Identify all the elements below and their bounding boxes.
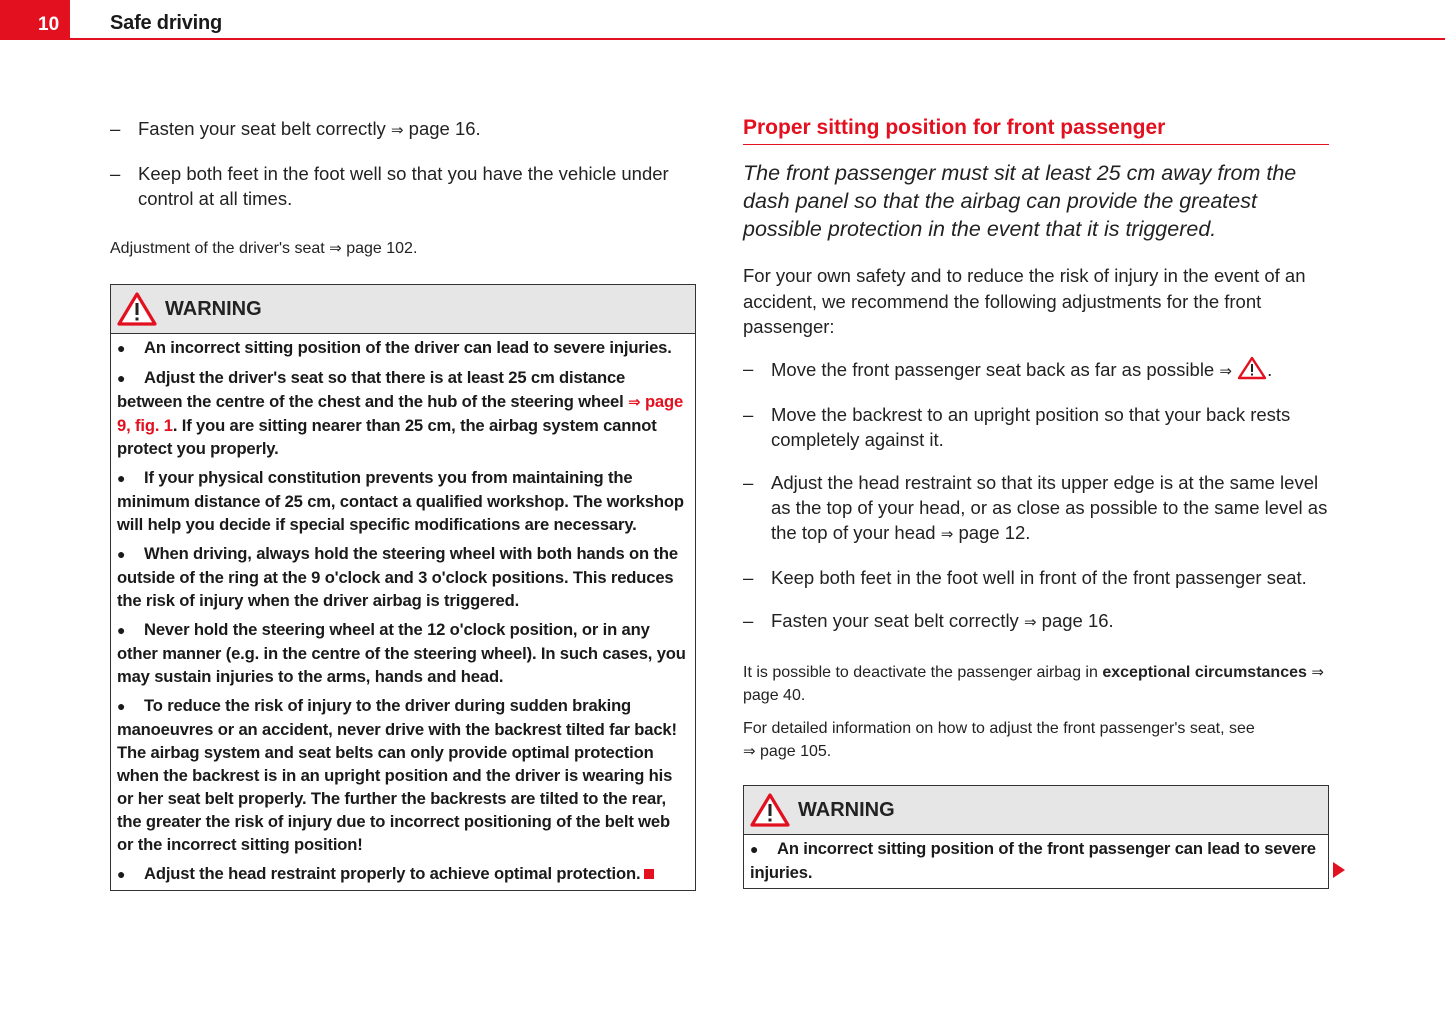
note-bold-text: exceptional circumstances: [1102, 663, 1307, 681]
arrow-icon: ⇒: [940, 524, 954, 543]
list-item: [110, 116, 696, 143]
note: [110, 237, 696, 260]
warning-bullet-text: Adjust the head restraint properly to achieve optimal protection.: [144, 864, 641, 883]
warning-bullet-text: If your physical constitution prevents you from maintaining the minimum distance of 25 cm, contact a qualified workshop. The workshop will help you decide if special specific modifications are necessary.: [117, 468, 684, 534]
warning-bullet: [117, 694, 689, 856]
list-item-text: Adjust the head restraint so that its upper edge is at the same level as the top of your head, or as close as possible to the same level as the top of your head: [771, 471, 1328, 543]
page-ref-link[interactable]: page 16.: [408, 118, 481, 139]
arrow-icon: ⇒: [1023, 612, 1037, 631]
warning-bullet: [117, 366, 689, 460]
warning-bullet: [750, 837, 1322, 884]
arrow-icon: ⇒: [329, 239, 342, 257]
list-item-text: Move the front passenger seat back as far as possible: [771, 358, 1215, 380]
bullet-icon: ●: [750, 840, 759, 857]
note-text: It is possible to deactivate the passenger airbag in: [743, 663, 1098, 681]
bullet-icon: ●: [117, 546, 126, 562]
list-item: [743, 356, 1329, 384]
warning-header: [744, 786, 1328, 835]
warning-body: [111, 334, 695, 890]
arrow-icon: ⇒: [743, 741, 756, 760]
dash-marker: –: [743, 403, 754, 425]
section-title: Safe driving: [110, 12, 223, 34]
warning-bullet-text: An incorrect sitting position of the front passenger can lead to severe injuries.: [750, 838, 1316, 882]
warning-triangle-icon: [750, 793, 790, 827]
list-item: [110, 161, 696, 211]
warning-bullet: [117, 542, 689, 612]
note: [743, 661, 1329, 707]
continue-arrow-icon: [1333, 862, 1345, 878]
list-item: [743, 565, 1329, 590]
bullet-icon: ●: [117, 698, 126, 714]
warning-bullet-text: An incorrect sitting position of the driver can lead to severe injuries.: [144, 338, 672, 357]
list-item: [743, 470, 1329, 547]
page-ref-link[interactable]: page 102.: [346, 240, 418, 257]
warning-triangle-icon[interactable]: [1237, 356, 1267, 380]
dash-marker: –: [743, 609, 754, 631]
note-text: For detailed information on how to adjust the front passenger's seat, see: [743, 719, 1255, 737]
warning-bullet-text: Never hold the steering wheel at the 12 o'clock position, or in any other manner (e.g. in the centre of the steering wheel). In such cases, you may sustain injuries to the arms, hands and head.: [117, 620, 686, 686]
warning-bullet: [117, 336, 689, 360]
dash-marker: –: [110, 118, 121, 139]
right-column: [743, 116, 1329, 889]
list-item: [743, 402, 1329, 452]
page-ref-link[interactable]: page 105.: [760, 742, 832, 760]
bullet-icon: ●: [117, 866, 126, 882]
list-item: [743, 608, 1329, 635]
dash-marker: –: [110, 163, 121, 184]
page-ref-link[interactable]: page 40.: [743, 686, 806, 704]
page-ref-link[interactable]: page 16.: [1041, 609, 1114, 631]
period: .: [1267, 358, 1273, 380]
list-item-text: Keep both feet in the foot well in front of the front passenger seat.: [771, 566, 1307, 588]
dash-marker: –: [743, 471, 754, 493]
warning-box: [743, 785, 1329, 889]
arrow-icon: ⇒: [1311, 662, 1324, 681]
intro-text: The front passenger must sit at least 25 cm away from the dash panel so that the airbag can provide the greatest possible protection in the event that it is triggered.: [743, 161, 1297, 241]
end-of-section-icon: [644, 869, 654, 879]
warning-bullet: [117, 466, 689, 536]
warning-label: WARNING: [798, 798, 895, 821]
bullet-icon: ●: [117, 622, 126, 638]
page-header: [0, 0, 1445, 41]
body-paragraph: For your own safety and to reduce the risk of injury in the event of an accident, we recommend the following adjustments for the front passenger:: [743, 265, 1306, 337]
dash-marker: –: [743, 566, 754, 588]
section-heading: Proper sitting position for front passenger: [743, 116, 1329, 145]
warning-bullet-text: To reduce the risk of injury to the driver during sudden braking manoeuvres or an accident, never drive with the backrest tilted far back! The airbag system and seat belts can only provide optimal protection when the backrest is in an upright position and the driver is wearing his or her seat belt properly. The further the backrests are tilted to the rear, the greater the risk of injury due to incorrect positioning of the belt web or the incorrect sitting position!: [117, 696, 677, 854]
list-item-text: Fasten your seat belt correctly: [138, 118, 386, 139]
warning-bullet-text: When driving, always hold the steering wheel with both hands on the outside of the ring at the 9 o'clock and 3 o'clock positions. This reduces the risk of injury when the driver airbag is triggered.: [117, 544, 678, 610]
bullet-icon: ●: [117, 470, 126, 486]
bullet-icon: ●: [117, 370, 126, 386]
figure-ref-link[interactable]: page 9, fig. 1: [117, 392, 684, 435]
arrow-icon: ⇒: [628, 393, 641, 411]
warning-header: [111, 285, 695, 334]
arrow-icon: ⇒: [1219, 361, 1232, 380]
page-number-box: [0, 0, 70, 40]
page-ref-link[interactable]: page 12.: [958, 521, 1031, 543]
warning-bullet-text: Adjust the driver's seat so that there is at least 25 cm distance between the centre of the chest and the hub of the steering wheel: [117, 368, 626, 411]
warning-bullet-text: . If you are sitting nearer than 25 cm, the airbag system cannot protect you properly.: [117, 416, 657, 458]
warning-bullet: [117, 618, 689, 688]
warning-triangle-icon: [117, 292, 157, 326]
list-item-text: Fasten your seat belt correctly: [771, 609, 1019, 631]
left-column: [110, 116, 696, 891]
list-item-text: Move the backrest to an upright position so that your back rests completely against it.: [771, 403, 1291, 450]
warning-label: WARNING: [165, 298, 262, 320]
list-item-text: Keep both feet in the foot well so that you have the vehicle under control at all times.: [138, 163, 669, 209]
warning-bullet: [117, 862, 689, 886]
dash-marker: –: [743, 357, 754, 379]
page-number: 10: [38, 14, 60, 35]
note-text: Adjustment of the driver's seat: [110, 240, 325, 257]
header-rule: [70, 38, 1445, 40]
bullet-icon: ●: [117, 340, 126, 356]
note: [743, 717, 1329, 763]
warning-body: [744, 835, 1328, 888]
arrow-icon: ⇒: [390, 121, 404, 139]
warning-box: [110, 284, 696, 891]
